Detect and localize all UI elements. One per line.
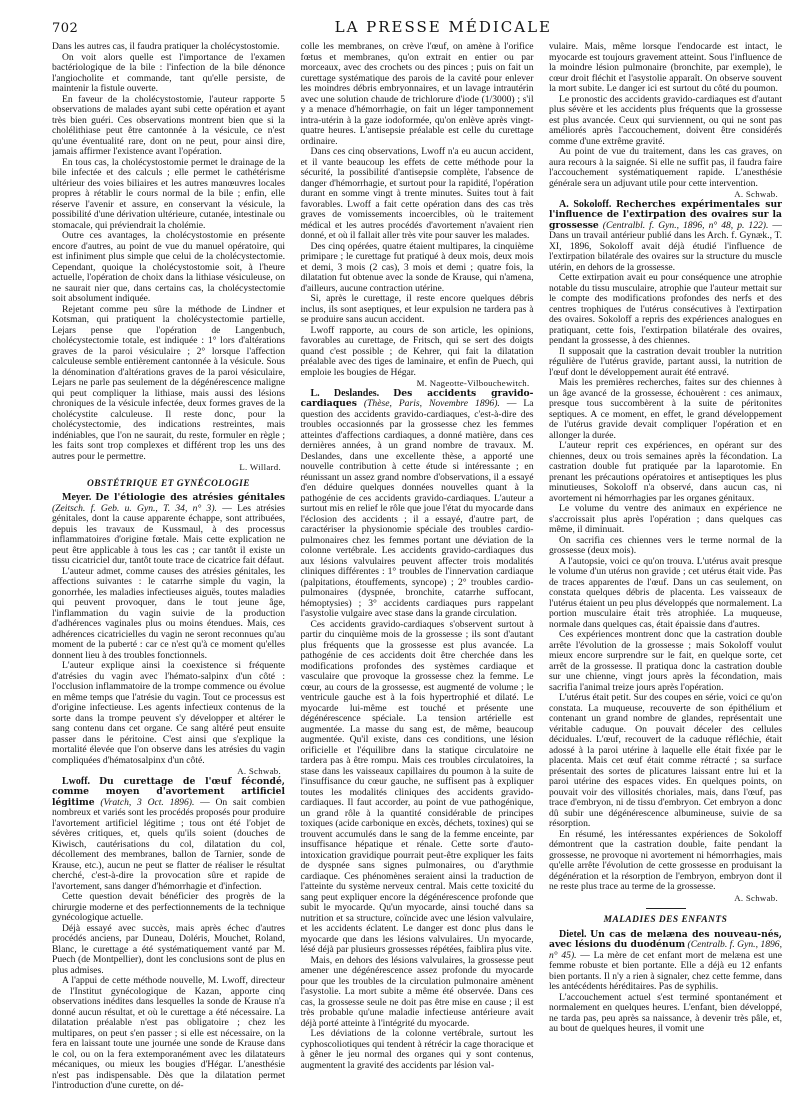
paragraph: On voit alors quelle est l'importance de l'examen bactériologique de la bile : l'infection de la bile dénonce l'angiocholite et commande, tant qu'elle persiste, de maintenir la fistule ouverte. [52, 51, 285, 94]
paragraph: Des cinq opérées, quatre étaient multipares, la cinquième primipare ; le curettage fut pratiqué à deux mois, deux mois et demi, 3 mois (2 cas), 3 mois et demi ; quatre fois, la dilatation fut obtenue avec la sonde de Krause, qui n'amena, d'ailleurs, aucune contraction utérine. [300, 240, 534, 294]
paragraph: L'utérus était petit. Sur des coupes en série, voici ce qu'on constata. La muqueuse, recouverte de son épithélium et contenant un grand nombre de glandes, représentait une véritable caduque. On pouvait déceler des cellules déciduales. L'œuf, recouvert de la caduque réfléchie, était adossé à la paroi utérine à laquelle elle était fixée par le placenta. Mais cet œuf était comme rétracté ; sa surface présentait des sortes de plicatures laissant entre lui et la paroi utérine des espaces vides. En quelques points, on pouvait voir des villosités choriales, mais, dans l'œuf, pas trace d'embryon, ni de tissu d'embryon. Cet embryon a donc dû subir une dégénérescence albumineuse, suivie de sa résorption. [549, 692, 782, 829]
paragraph: Le pronostic des accidents gravido-cardiaques est d'autant plus sévère et les accidents plus fréquents que la grossesse est plus avancée. Ceux qui surviennent, ou qui ne sont pas améliorés après l'accouchement, doivent être considérés comme d'une extrême gravité. [549, 93, 782, 147]
column-1 [52, 42, 285, 1110]
article-title: Des accidents gravido-cardiaques [300, 387, 534, 409]
paragraph: Ces accidents gravido-cardiaques s'observent surtout à partir du cinquième mois de la grossesse ; ils sont d'autant plus fréquents que la grossesse est plus avancée. La pathogénie de ces accidents doit être cherchée dans les modifications profondes des systèmes cardiaque et vasculaire que provoque la grossesse chez la femme. Le cœur, au cours de la grossesse, est augmenté de volume ; le ventricule gauche est à la fois hypertrophié et dilaté. Le myocarde lui-même est touché et présente une dégénérescence spéciale. La tension artérielle est augmentée. La masse du sang est, de même, beaucoup augmentée. Qu'il existe, dans ces conditions, une lésion orificielle et l'équilibre dans la statique circulatoire ne tardera pas à être rompu. Mais ces troubles circulatoires, la stase dans les vaisseaux capillaires du poumon à la suite de l'insuffisance du cœur gauche, ne suffisent pas à expliquer toutes les modalités cliniques des accidents gravido-cardiaques. Il faut accorder, au point de vue pathogénique, un grand rôle à la quantité considérable de principes toxiques (acide carbonique en excès, déchets, toxines) qui se trouvent accumulés dans le sang de la femme enceinte, par insuffisance hépatique et rénale. Cette sorte d'auto-intoxication gravidique pourrait peut-être expliquer les faits de dyspnée sans signes pulmonaires, ou d'arythmie cardiaque. Ces phénomènes seraient ainsi la traduction de l'atteinte du système nerveux central. Mais cette toxicité du sang peut expliquer encore la dégénérescence profonde que subit le myocarde. Qu'un myocarde, ainsi touché dans sa nutrition et sa structure, coïncide avec une lésion valvulaire, et les accidents éclatent. Le danger est donc plus dans le myocarde que dans les lésions valvulaires. Un myocarde, lésé déjà par plusieurs grossesses répétées, faiblira plus vite. [300, 618, 534, 955]
paragraph: Mais les premières recherches, faites sur des chiennes à un âge avancé de la grossesse, échouèrent : ces animaux, presque tous succombèrent à la suite de péritonites septiques. A ce moment, en effet, le grand développement de l'utérus gravide devait compliquer l'opération et en allonger la durée. [549, 377, 782, 441]
paragraph: A l'autopsie, voici ce qu'on trouva. L'utérus avait presque le volume d'un utérus non gravide ; cet utérus était vide. Pas de traces apparentes de l'œuf. Dans un cas seulement, on constata quelques débris de placenta. Les vaisseaux de l'utérus étaient un peu plus développés que normalement. La portion musculaire était très atrophiée. La muqueuse, normale dans quelques cas, était épaissie dans d'autres. [549, 555, 782, 630]
signature: M. Nageotte-Vilbouchewitch. [416, 378, 530, 388]
signature: A. Schwab. [237, 766, 281, 776]
paragraph: Cette extirpation avait eu pour conséquence une atrophie notable du tissu musculaire, atrophie que l'auteur mettait sur le compte des modifications profondes des nerfs et des centres trophiques de l'utérus consécutives à l'extirpation des ovaires. Sokoloff a repris des expériences analogues en pratiquant, cette fois, l'extirpation bilatérale des ovaires, pendant la grossesse, à des chiennes. [549, 272, 782, 346]
paragraph: Dans ces cinq observations, Lwoff n'a eu aucun accident, et il vante beaucoup les effets de cette méthode pour la sécurité, la possibilité d'antisepsie complète, l'absence de danger d'hémorrhagie, et surtout pour la rapidité, l'opération durant en somme vingt à trente minutes. Suites tout à fait favorables. Lwoff a fait cette opération dans des cas très graves de vomissements incoercibles, où le traitement médical et les autres procédés d'avortement n'avaient rien donné, et où il fallait aller très vite pour sauver les malades. [300, 146, 534, 241]
paragraph: L'auteur admet, comme causes des atrésies génitales, les affections suivantes : le catarrhe simple du vagin, la gonorrhée, les maladies infectieuses aiguës, toutes maladies qui peuvent provoquer, dans le tout jeune âge, l'inflammation du vagin suivie de la production d'adhérences vaginales plus ou moins étendues. Mais, ces adhérences cicatricielles du vagin ne seront reconnues qu'au moment de la puberté : car ce n'est qu'à ce moment qu'elles donnent lieu à des troubles fonctionnels. [52, 565, 285, 661]
paragraph: L'accouchement actuel s'est terminé spontanément et normalement en quelques heures. L'enfant, bien développé, ne tarda pas, peu après sa naissance, à devenir très pâle, et, au bout de quelques heures, il vomit une [549, 991, 782, 1034]
article-source: (Centralb. f. Gyn., 1896, n° 45). [549, 939, 782, 961]
paragraph: On sacrifia ces chiennes vers le terme normal de la grossesse (deux mois). [549, 534, 782, 556]
signature: A. Schwab. [734, 892, 778, 903]
article-lead [301, 389, 534, 620]
article-source: (Centralbl. f. Gyn., 1896, n° 48, p. 122). [602, 219, 769, 231]
signature: A. Schwab. [734, 189, 778, 199]
paragraph: Dans les autres cas, il faudra pratiquer la cholécystostomie. [52, 42, 280, 52]
signature: L. Willard. [239, 462, 281, 472]
article-title: De l'étiologie des atrésies génitales [95, 492, 285, 503]
paragraph: Il supposait que la castration devait troubler la nutrition régulière de l'utérus gravide, partant aussi, la nutrition de l'œuf dont le développement aurait été entravé. [549, 345, 782, 378]
paragraph: L'auteur explique ainsi la coexistence si fréquente d'atrésies du vagin avec l'hémato-salpinx d'un côté : l'occlusion inflammatoire de la trompe commence ou évolue en même temps que l'atrésie du vagin. Tout ce processus est d'origine infectieuse. Les agents infectieux contenus de la sorte dans la trompe peuvent s'y développer et altérer le sang contenu dans cet organe. Ce sang altéré peut ensuite passer dans le péritoine. C'est ainsi que s'explique la mortalité élevée que l'on observe dans les atrésies du vagin compliquées d'hématosalpinx d'un côté. [52, 660, 285, 766]
column-3 [549, 42, 782, 1110]
paragraph: A l'appui de cette méthode nouvelle, M. Lwoff, directeur de l'Institut gynécologique de Kazan, apporte cinq observations inédites dans lesquelles la sonde de Krause n'a donné aucun résultat, et où le curettage a été nécessaire. La dilatation préalable n'est pas obligatoire ; chez les multipares, on peut s'en passer ; si elle est nécessaire, on la fera en laissant toute une journée une sonde de Krause dans le col, ou on la fera extemporanément avec les dilatateurs mécaniques, ou mieux les bougies d'Hégar. L'anesthésie n'est pas indispensable. Dès que la dilatation permet l'introduction d'une curette, on dé- [52, 975, 285, 1091]
paragraph-text: — Dans un travail antérieur publié dans les Arch. f. Gynæk., T. XI, 1896, Sokoloff avait déjà étudié l'influence de l'extirpation bilatérale des ovaires sur la structure du muscle utérin, en dehors de la grossesse. [549, 219, 782, 273]
article-author: Lwoff. [62, 775, 91, 787]
article-lead [52, 493, 285, 567]
article-lead [549, 930, 782, 993]
article-columns [52, 42, 782, 1110]
paragraph: En faveur de la cholécystostomie, l'auteur rapporte 5 observations de malades ayant subi cette opération et ayant très bien guéri. Ces observations montrent bien que si la cholélithiase peut être cantonnée à la vésicule, ce n'est qu'une éventualité rare, dont on ne peut, pour ainsi dire, jamais affirmer l'existence avant l'opération. [52, 93, 285, 157]
article-lead [549, 200, 782, 274]
article-title: Un cas de melæna des nouveau-nés, avec lésions du duodénum [549, 928, 782, 950]
paragraph: colle les membranes, on crève l'œuf, on amène à l'orifice fœtus et membranes, qu'on extrait en entier ou par morceaux, avec des crochets ou des pinces ; puis on fait un curettage systématique des parois de la cavité pour enlever les moindres débris embryonnaires, et un lavage intrautérin avec une solution chaude de trichlorure d'iode (1/3000) ; s'il y a menace d'hémorrhagie, on fait un léger tamponnement intra-utérin à la gaze iodoformée, qu'on enlève après vingt-quatre heures. L'antisepsie préalable est celle du curettage ordinaire. [300, 42, 534, 147]
article-title: Du curettage de l'œuf fécondé, comme moyen d'avortement artificiel légitime [52, 775, 285, 808]
paragraph: Cette question devait bénéficier des progrès de la chirurgie moderne et des perfectionnements de la technique gynécologique actuelle. [52, 891, 285, 923]
paragraph-text: — Les atrésies génitales, dont la cause apparente échappe, sont attribuées, depuis les travaux de Kussmaul, à des processus inflammatoires d'origine fœtale. Mais cette explication ne peut être applicable à tous les cas ; car tantôt il existe un tissu cicatriciel dur, tantôt toute trace de cicatrice fait défaut. [52, 502, 285, 566]
paragraph: vulaire. Mais, même lorsque l'endocarde est intact, le myocarde est toujours gravement atteint. Sous l'influence de la moindre lésion pulmonaire (bronchite, par exemple), le cœur droit fléchit et l'asystolie apparaît. On observe souvent la mort subite. Le danger ici est surtout du côté du poumon. [549, 42, 782, 94]
article-author: A. Sokoloff. [559, 198, 612, 210]
paragraph-text: — On sait combien nombreux et variés sont les procédés proposés pour produire l'avortement artificiel légitime ; tous ont été l'objet de sévères critiques, et, quels qu'ils soient (douches de Kiwisch, cautérisations du col, dilatation du col, décollement des membranes, ballon de Tarnier, sonde de Krause, etc.), aucun ne peut se flatter de réaliser le résultat cherché, c'est-à-dire la provocation sûre et rapide de l'avortement, sans danger d'hémorrhagie et d'infection. [52, 796, 285, 892]
article-source: (Vratch, 3 Oct. 1896). [100, 796, 195, 808]
article-author: Meyer. [62, 492, 92, 503]
article-author: Dietel. [559, 928, 587, 940]
paragraph: Outre ces avantages, la cholécystostomie en présente encore d'autres, au point de vue du manuel opératoire, qui est infiniment plus simple que celui de la cholécystectomie. Cependant, quoique la cholécystostomie soit, à l'heure actuelle, l'opération de choix dans la lithiase vésiculeuse, on ne saurait nier que, dans certains cas, la cholécystectomie soit absolument indiquée. [52, 230, 285, 304]
paragraph: Au point de vue du traitement, dans les cas graves, on aura recours à la saignée. Si elle ne suffit pas, il faudra faire l'accouchement systématiquement rapide. L'anesthésie générale sera un adjuvant utile pour cette intervention. [549, 146, 782, 189]
paragraph: L'auteur reprit ces expériences, en opérant sur des chiennes, deux ou trois semaines après la fécondation. La castration double fut pratiquée par la laparotomie. En prenant les précautions opératoires et antiseptiques les plus minutieuses, Sokoloff n'a observé, dans aucun cas, ni avortement ni hémorrhagies par les organes génitaux. [549, 440, 782, 504]
paragraph-text: — La mère de cet enfant mort de melæna est une femme robuste et bien portante. Elle a déjà eu 12 enfants bien portants. Il n'y a rien à signaler, chez cette femme, dans les antécédents héréditaires. Pas de syphilis. [549, 949, 782, 992]
paragraph: Rejetant comme peu sûre la méthode de Lindner et Kotsman, qui pratiquent la cholécystectomie partielle, Lejars pense que l'opération de Langenbuch, cholécystectomie totale, est indiquée : 1° lors d'altérations graves de la paroi vésiculaire ; 2° lorsque l'affection calculeuse semble entièrement cantonnée à la vésicule. Sous la dénomination d'altérations graves de la paroi vésiculaire, Lejars ne parle pas seulement de la dégénérescence maligne qui peut compliquer la lithiase, mais aussi des lésions chroniques de la vésicule infectée, deux formes graves de la cholécystite calculeuse. Il reste donc, pour la cholécystectomie, des indications restreintes, mais indéniables, que l'on ne saurait, du reste, formuler en règle ; les faits sont trop complexes et différent trop les uns des autres pour le permettre. [52, 303, 285, 462]
page-header [52, 14, 770, 36]
paragraph: En tous cas, la cholécystostomie permet le drainage de la bile infectée et des calculs ; elle permet le cathétérisme ultérieur des voies biliaires et les autres manœuvres locales propres à rétablir le cours normal de la bile ; enfin, elle réserve l'avenir et assure, en conservant la vésicule, la possibilité d'une dérivation ultérieure, cutanée, intestinale ou stomacale, qui préviendrait la cholémie. [52, 156, 285, 231]
paragraph-text: — La question des accidents gravido-cardiaques, c'est-à-dire des troubles occasionnés par la grossesse chez les femmes atteintes d'affections cardiaques, a donné matière, dans ces dernières années, à un grand nombre de travaux. M. Deslandes, dans une excellente thèse, a apporté une nouvelle contribution à cette étude si intéressante ; en réunissant un assez grand nombre d'observations, il a essayé d'en déduire quelques données nouvelles quant à la pathogénie de ces accidents gravido-cardiaques. L'auteur a surtout mis en relief le rôle que joue l'état du myocarde dans l'éclosion des accidents ; il a essayé, d'autre part, de caractériser la physionomie spéciale des troubles cardio-pulmonaires chez les femmes portant une déviation de la colonne vertébrale. Les accidents gravido-cardiaques dus aux lésions valvulaires peuvent affecter trois modalités cliniques différentes : 1° troubles de l'innervation cardiaque (palpitations, étouffements, syncope) ; 2° troubles cardio-pulmonaires (dyspnée, bronchite, catarrhe suffocant, hémoptysies) ; 3° accidents cardiaques purs rappelant l'asystolie vulgaire avec stase dans la grande circulation. [300, 398, 534, 619]
divider [646, 908, 686, 909]
paragraph: Lwoff rapporte, au cours de son article, les opinions, favorables au curettage, de Fritsch, qui se sert des doigts quand c'est possible ; de Kehrer, qui fait la dilatation préalable avec des tiges de laminaire, et enfin de Puech, qui emploie les bougies de Hégar. [300, 324, 534, 378]
paragraph: Le volume du ventre des animaux en expérience ne s'accroissait plus après l'opération ; dans quelques cas même, il diminuait. [549, 503, 782, 535]
page-number: 702 [52, 21, 79, 36]
article-lead [52, 777, 285, 893]
paragraph: Mais, en dehors des lésions valvulaires, la grossesse peut amener une dégénérescence assez profonde du myocarde pour que les troubles de la circulation pulmonaire amènent l'asystolie. La mort subite a même été observée. Dans ces cas, la grossesse seule ne doit pas être mise en cause ; il est très probable qu'une maladie infectieuse antérieure avait déjà porté atteinte à l'intégrité du myocarde. [300, 954, 534, 1029]
paragraph: Si, après le curettage, il reste encore quelques débris inclus, ils sont aseptiques, et leur expulsion ne tardera pas à se produire sans aucun accident. [300, 293, 534, 325]
article-source: (Zeitsch. f. Geb. u. Gyn., T. 34, n° 3). [52, 502, 217, 514]
article-title: Recherches expérimentales sur l'influence de l'extirpation des ovaires sur la grossesse [549, 198, 782, 231]
column-2 [301, 42, 534, 1110]
article-author: L. Deslandes. [310, 387, 380, 399]
paragraph: Déjà essayé avec succès, mais après échec d'autres procédés anciens, par Duneau, Doléris, Mouchet, Roland, Blanc, le curettage a été systématiquement vanté par M. Puech (de Montpellier), dont les conclusions sont de plus en plus admises. [52, 922, 285, 976]
section-heading: OBSTÉTRIQUE ET GYNÉCOLOGIE [86, 478, 251, 489]
paragraph: En résumé, les intéressantes expériences de Sokoloff démontrent que la castration double, faite pendant la grossesse, ne provoque ni avortement ni hémorrhagies, mais qu'elle arrête l'évolution de cette grossesse en produisant la dégénération et la résorption de l'embryon, embryon dont il ne reste plus trace au terme de la grossesse. [549, 828, 782, 892]
paragraph: Les déviations de la colonne vertébrale, surtout les cyphoscoliotiques qui tendent à rétrécir la cage thoracique et à gêner le jeu normal des organes qui y sont contenus, augmentent la gravité des accidents par lésion val- [300, 1028, 534, 1071]
article-source: (Thèse, Paris, Novembre 1896). [363, 398, 500, 409]
section-heading: MALADIES DES ENFANTS [603, 915, 728, 925]
journal-title: LA PRESSE MÉDICALE [334, 18, 552, 36]
paragraph: Ces expériences montrent donc que la castration double arrête l'évolution de la grossesse ; mais Sokoloff voulut mieux encore surprendre sur le fait, en quelque sorte, cet arrêt de la grossesse. Il pratiqua donc la castration double sur une chienne, vingt jours après la fécondation, mais sacrifia l'animal treize jours après l'opération. [549, 629, 782, 693]
